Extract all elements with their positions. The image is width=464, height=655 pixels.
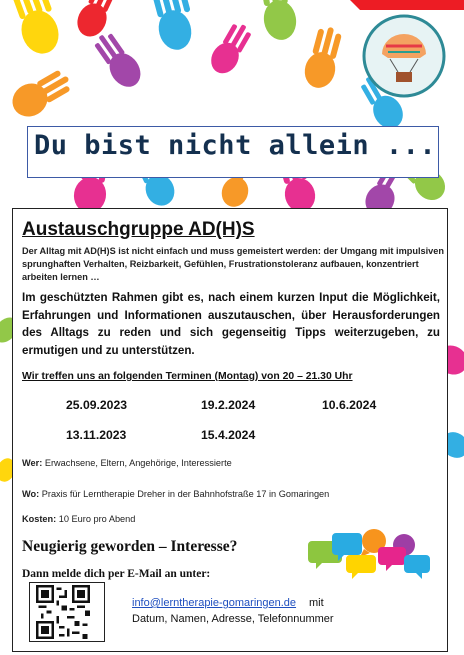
who-value: Erwachsene, Eltern, Angehörige, Interessierte xyxy=(44,458,232,468)
interest-heading: Neugierig geworden – Interesse? xyxy=(22,538,238,555)
slogan-heading: Du bist nicht allein ... xyxy=(34,130,437,161)
meeting-date: 10.6.2024 xyxy=(322,398,377,412)
qr-code-icon[interactable] xyxy=(36,585,90,639)
description-paragraph: Im geschützten Rahmen gibt es, nach einem kurzen Input die Möglichkeit, Erfahrungen und Informationen auszutauschen, über Herausforderungen des Alltags zu reden und sich gegenseitig Tipps weiterzugeben, zu ermutigen und zu unterstützen. xyxy=(22,291,440,357)
where-value: Praxis für Lerntherapie Dreher in der Bahnhofstraße 17 in Gomaringen xyxy=(41,489,330,499)
intro-text: Der Alltag mit AD(H)S ist nicht einfach und muss gemeistert werden: der Umgang mit impulsiven sprunghaften Verhalten, Reizbarkeit, Gefühlen, Frustrationstoleranz aufbauen, konzentriert arbeiten lernen … xyxy=(22,246,445,282)
page-title: Austauschgruppe AD(H)S xyxy=(22,219,255,240)
cost-value: 10 Euro pro Abend xyxy=(58,514,136,524)
who-label: Wer: xyxy=(22,458,43,468)
mail-prompt: Dann melde dich per E-Mail an unter: xyxy=(22,568,211,580)
email-suffix: mit xyxy=(309,597,324,609)
where-label: Wo: xyxy=(22,489,40,499)
cost-line xyxy=(22,514,135,524)
corner-accent xyxy=(350,0,464,10)
meeting-date: 25.09.2023 xyxy=(66,398,127,412)
meeting-date: 13.11.2023 xyxy=(66,428,127,442)
contact-fields: Datum, Namen, Adresse, Telefonnummer xyxy=(132,613,334,625)
meetings-heading: Wir treffen uns an folgenden Terminen (Montag) von 20 – 21.30 Uhr xyxy=(22,371,353,382)
who-line xyxy=(22,458,232,468)
meeting-date: 15.4.2024 xyxy=(201,428,256,442)
meeting-date: 19.2.2024 xyxy=(201,398,256,412)
email-link[interactable]: info@lerntherapie-gomaringen.de xyxy=(132,597,297,609)
cost-label: Kosten: xyxy=(22,514,57,524)
hot-air-balloon-logo xyxy=(362,14,446,98)
where-line xyxy=(22,489,329,499)
speech-bubbles-icon xyxy=(308,527,432,579)
